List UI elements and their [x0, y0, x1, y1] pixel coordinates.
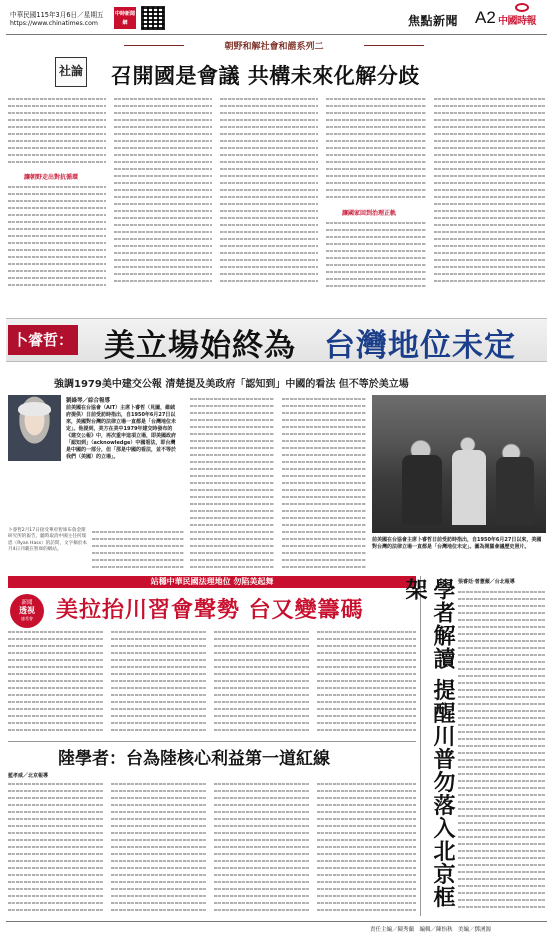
article2-photo2-caption: 前美國在台協會主席卜睿哲日前受訪時指出，自1950年6月27日以來，美國對台灣的法律立場一直都是「台灣地位未定」。圖為開羅會議歷史照片。	[372, 537, 542, 550]
article2-headline-bar	[6, 318, 547, 362]
article2-portrait	[8, 395, 61, 461]
side-column-divider	[420, 576, 421, 916]
editorial-badge-text: 社論	[58, 64, 83, 78]
article3-col3	[214, 628, 310, 738]
editorial-text-col2	[114, 95, 212, 291]
side-column-headline: 學者解讀 提醒川普勿落入北京框架	[402, 578, 455, 909]
badge-main-text: 透視	[19, 606, 35, 615]
editorial-text-col1	[8, 95, 106, 169]
article3-banner-text: 站穩中華民國法理地位 勿陷美起舞	[150, 577, 274, 586]
editorial-badge	[55, 57, 87, 87]
article2-historical-photo	[372, 395, 546, 533]
news-analysis-badge	[10, 594, 44, 628]
side-column-body	[458, 588, 546, 918]
page-number: A2	[475, 8, 496, 27]
logo-mark	[515, 3, 529, 12]
editorial-subhead-1: 讓朝野走出對抗循環	[24, 174, 79, 181]
badge-top-text: 新聞	[21, 600, 33, 606]
logo	[498, 3, 548, 33]
footer-credits: 責任主編／陳秀蘭 編輯／陳怡秋 美編／鄧湧源	[370, 927, 492, 933]
article3-col2	[111, 628, 207, 738]
article2-subhead: 強調1979美中建交公報 清楚提及美政府「認知到」中國的看法 但不等於美立場	[54, 379, 409, 390]
section-title: 焦點新聞	[408, 14, 459, 28]
article2-kicker: 卜睿哲：	[8, 325, 78, 355]
article2-photo-caption: 卜睿哲2月17日接受華府智庫布魯金斯研究所的報告，聽時取消中國主任何瑞恩（Ryan Hass）的訪問，文字稿於本月4日刊載在智庫的網站。	[8, 528, 88, 553]
article4-rule	[8, 741, 416, 742]
qr-code-icon	[141, 6, 165, 30]
logo-text: 中國時報	[498, 16, 536, 27]
article4-body	[8, 780, 416, 920]
editorial-headline: 召開國是會議 共構未來化解分歧	[111, 64, 420, 88]
article2-body-col1	[92, 528, 184, 576]
masthead-rule	[6, 34, 547, 35]
editorial-columns	[8, 95, 550, 295]
series-banner-text: 朝野和解社會和諧系列二	[224, 42, 324, 52]
brand-text: 中時新聞網	[114, 11, 135, 26]
article3-body	[8, 628, 416, 738]
footer-rule	[6, 921, 547, 922]
article2-headline-b: 台灣地位未定	[324, 328, 516, 364]
article4-reporter: 藍孝威／北京報導	[8, 773, 49, 779]
editorial-text-col5	[434, 95, 546, 291]
editorial-text-col1b	[8, 183, 106, 291]
article2-body-col2	[190, 395, 274, 575]
article3-col1	[8, 628, 104, 738]
article4-col1	[8, 780, 104, 920]
editorial-text-col3	[220, 95, 318, 291]
article2-body-col3	[282, 395, 366, 575]
badge-sub-text: 連希會	[21, 616, 33, 621]
article4-col4	[317, 780, 416, 920]
article2-headline-a: 美立場始終為	[104, 328, 296, 364]
article2-lead: 前美國在台協會（AIT）主席卜睿哲（見圖，維絨府提供）日前受訪時指出，自1950年6月27日以來，美國對台灣的法律立場一直都是「台灣地位未定」。他提到，美方在美中1979年建交時發布的《建交公報》中，再次重申這項立場，即美國政府「認知到」（acknowledge）中國看法，即台灣是中國的一部分，但「那是中國的看法，並不等於我們（美國）的立場」。	[66, 405, 177, 460]
masthead	[0, 0, 553, 36]
editorial-subhead-2: 讓國家回到治理正軌	[342, 210, 397, 217]
editorial-text-col4b	[326, 219, 426, 291]
article4-col2	[111, 780, 207, 920]
article4-col3	[214, 780, 310, 920]
article3-col4	[317, 628, 416, 738]
brand-badge	[114, 7, 136, 29]
site-url: https://www.chinatimes.com	[10, 20, 98, 27]
article4-headline: 陸學者：台為陸核心利益第一道紅線	[58, 749, 330, 769]
article3-headline: 美拉抬川習會聲勢 台又變籌碼	[56, 598, 364, 623]
issue-date: 中華民國115年3月6日／星期五	[10, 11, 104, 19]
side-column-author: 張睿廷‧曾薏蘋／台北報導	[458, 579, 515, 585]
series-banner	[124, 38, 424, 53]
editorial-text-col4	[326, 95, 426, 205]
article2-reporter: 劉綠琴／綜合報導	[66, 398, 111, 404]
article3-banner	[8, 576, 416, 588]
